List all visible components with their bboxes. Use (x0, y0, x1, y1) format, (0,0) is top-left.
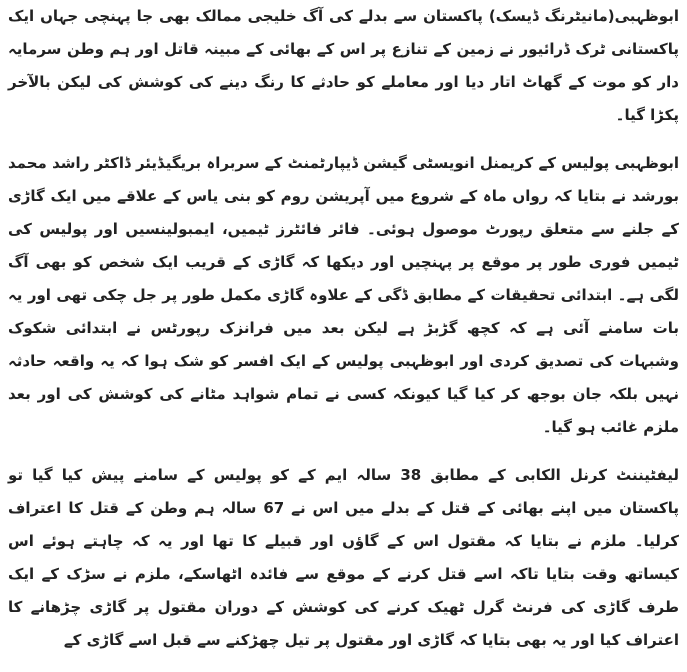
article-paragraph-1: ابوظہبی(مانیٹرنگ ڈیسک) پاکستان سے بدلے کی آگ خلیجی ممالک بھی جا پہنچی جہاں ایک پاکستانی ٹرک ڈرائیور نے زمین کے تنازع پر اس کے بھائی کے مبینہ قاتل اور ہم وطن سرمایہ دار کو موت کے گھاٹ اتار دیا اور معاملے کو حادثے کا رنگ دینے کی کوشش کی لیکن بالآخر پکڑا گیا۔ (8, 7, 679, 124)
news-article (8, 0, 679, 672)
article-paragraph-3: لیفٹیننٹ کرنل الکابی کے مطابق 38 سالہ ایم کے کو پولیس کے سامنے پیش کیا گیا تو پاکستان میں اپنے بھائی کے قتل کے بدلے میں اس نے 67 سالہ ہم وطن کے قتل کا اعتراف کرلیا۔ ملزم نے بتایا کہ مقتول اس کے گاؤں اور قبیلے کا تھا اور یہ کہ چاہتے ہوئے اس کیساتھ وقت بتایا تاکہ اسے قتل کرنے کے موقع سے فائدہ اٹھاسکے، ملزم نے سڑک کے ایک طرف گاڑی کی فرنٹ گرل ٹھیک کرنے کی کوشش کے دوران مقتول پر گاڑی چڑھانے کا اعتراف کیا اور یہ بھی بتایا کہ گاڑی اور مقتول پر تیل چھڑکنے سے قبل اسے گاڑی کے (8, 466, 679, 649)
article-paragraph-2: ابوظہبی پولیس کے کریمنل انویسٹی گیشن ڈیپارٹمنٹ کے سربراہ بریگیڈیئر ڈاکٹر راشد محمد بورشد نے بتایا کہ رواں ماہ کے شروع میں آپریشن روم کو بنی یاس کے علاقے میں ایک گاڑی کے جلنے سے متعلق رپورٹ موصول ہوئی۔ فائر فائٹرز ٹیمیں، ایمبولینسیں اور پولیس کی ٹیمیں فوری طور پر موقع پر پہنچیں اور دیکھا کہ گاڑی کے قریب ایک شخص کو بھی آگ لگی ہے۔ ابتدائی تحقیقات کے مطابق ڈگی کے علاوہ گاڑی مکمل طور پر جل چکی تھی اور یہ بات سامنے آئی ہے کہ کچھ گڑبڑ ہے لیکن بعد میں فرانزک رپورٹس نے ابتدائی شکوک وشبہات کی تصدیق کردی اور ابوظہبی پولیس کے ایک افسر کو شک ہوا کہ یہ واقعہ حادثہ نہیں بلکہ جان بوجھ کر کیا گیا کیونکہ کسی نے تمام شواہد مٹانے کی کوشش کی اور بعد ملزم غائب ہو گیا۔ (8, 154, 679, 436)
